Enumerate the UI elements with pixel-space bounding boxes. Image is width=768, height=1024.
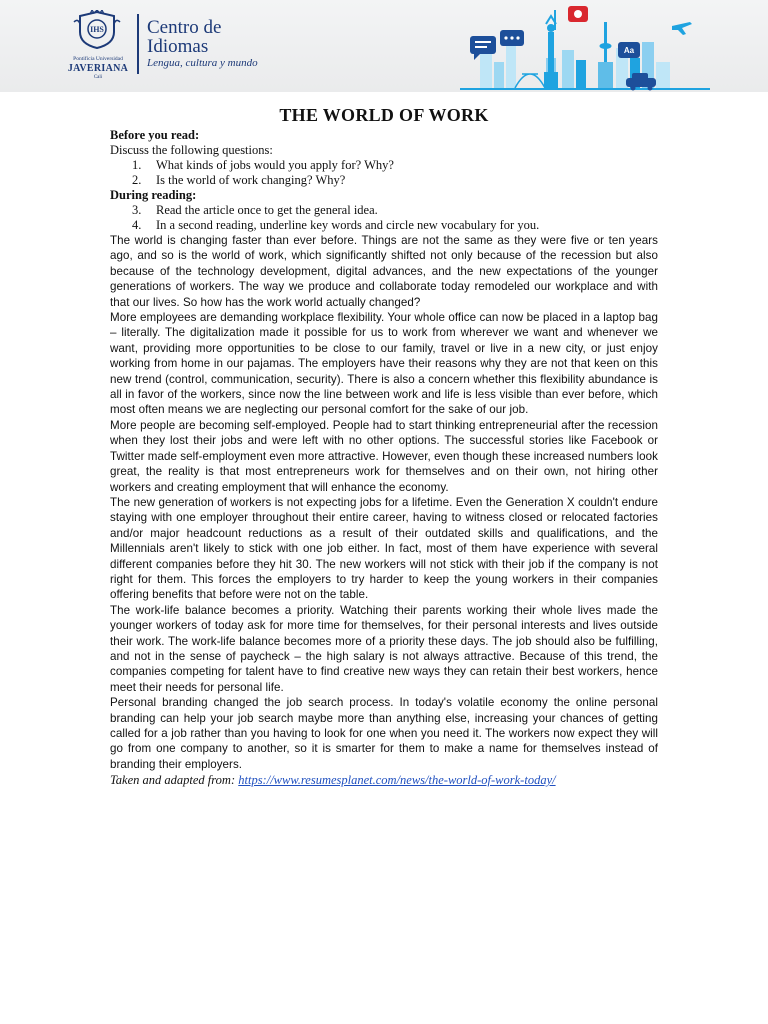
svg-text:Aa: Aa (623, 46, 635, 55)
list-item-text: Is the world of work changing? Why? (156, 173, 346, 187)
city-skyline-illustration (460, 2, 710, 92)
list-number: 1. (132, 158, 142, 172)
article-paragraph: More employees are demanding workplace flexibility. Your whole office can now be placed in a laptop bag – literally. The digitalization made it possible for us to work from wherever we want and whenever we want, providing more opportunities to be close to our family, travel or live in a new city, or just enjoy working from home in our pajamas. The employers have their reasons why they are not that keen on this new trend (control, communication, security). There is also a concern whether this flexibility abundance is all in favor of the workers, since now the line between work and life is less visible than ever before, which most often means we are neglecting our personal comfort for the sake of our job. (110, 311, 658, 417)
brand-name (147, 18, 221, 56)
source-citation (110, 772, 658, 788)
statue-of-liberty-icon (544, 10, 558, 88)
article-paragraph: Personal branding changed the job search process. In today's volatile economy the online personal branding can help your job search maybe more than anything else, increasing your chances of getting called for a job rather than you having to look for one when you need it. The workers now expect they will go from one company to another, so it is smarter for them to make a name for themselves instead of branding their employers. (110, 696, 658, 771)
before-reading-heading: Before you read: (110, 128, 200, 142)
logo-text-university: Pontificia Universidad (73, 56, 123, 62)
university-logo (62, 10, 134, 82)
list-item-text: Read the article once to get the general idea. (156, 203, 378, 217)
list-item-text: What kinds of jobs would you apply for? Why? (156, 158, 394, 172)
logo-text-name: JAVERIANA (67, 63, 129, 74)
page-header (0, 0, 768, 92)
during-reading-heading: During reading: (110, 188, 197, 202)
location-pin-icon (568, 6, 588, 22)
crest-icon (72, 10, 122, 50)
list-item (110, 158, 658, 173)
list-item (110, 173, 658, 188)
article-paragraph: The new generation of workers is not expecting jobs for a lifetime. Even the Generation X couldn't endure staying with one employer throughout their entire career, having to witness closed or relocated factories and/or major headcount reductions as a result of their outdated skills and qualifications, and the Millennials aren't likely to stick with one job either. In fact, most of them have experience with several different companies before they hit 30. The new workers will not stick with their job if the company is not right for them. This forces the employers to try harder to keep the young workers in their companies offering benefits that before were not on the table. (110, 495, 658, 602)
brand-tagline: Lengua, cultura y mundo (147, 57, 258, 69)
logo-text-city: Cali (93, 75, 103, 80)
svg-text:IHS: IHS (90, 25, 104, 34)
list-number: 2. (132, 173, 142, 187)
tower-icon (598, 22, 613, 88)
article-paragraph: The work-life balance becomes a priority. Watching their parents working their whole lives made the younger workers of today ask for more time for themselves, for their personal interests and lives outside their work. The work-life balance becomes more of a priority these days. The job should also be fulfilling, and not in the sense of paycheck – the high salary is not always attractive. Because of this trend, the companies competing for talent have to find creative new ways they can retain their best workers, hence meet their needs for personal life. (110, 603, 658, 694)
article-paragraph: The world is changing faster than ever before. Things are not the same as they were five or ten years ago, and so is the world of work, which significantly shifted not only because of the recession but also because of the technology development, digital advances, and the new expectations of the younger generations of workers. The way we produce and collaborate today remodeled our workplace and with that our lives. So how has the work world actually changed? (110, 234, 658, 309)
translate-bubble-icon (618, 42, 640, 58)
source-label: Taken and adapted from: (110, 773, 236, 788)
document-title: THE WORLD OF WORK (279, 105, 489, 125)
message-dots-icon (500, 30, 524, 46)
before-reading-list (110, 158, 658, 188)
brand-line-1: Centro de (147, 17, 222, 38)
during-reading-list (110, 203, 658, 233)
article-paragraph: More people are becoming self-employed. People had to start thinking entrepreneurial after the recession when they lost their jobs and were left with no other options. The successful stories like Facebook or Twitter made self-employment even more attractive. However, even though these increased numbers look great, the reality is that most entrepreneurs work for themselves and on their own, not hiring other workers and creating employment that will enhance the economy. (110, 418, 658, 494)
list-item (110, 218, 658, 233)
source-link[interactable]: https://www.resumesplanet.com/news/the-world-of-work-today/ (238, 773, 556, 788)
airplane-icon (672, 22, 692, 35)
list-item-text: In a second reading, underline key words and circle new vocabulary for you. (156, 218, 540, 232)
list-number: 3. (132, 203, 142, 217)
list-item (110, 203, 658, 218)
brand-line-2: Idiomas (147, 36, 209, 57)
before-reading-instruction: Discuss the following questions: (110, 143, 273, 157)
logo-divider (137, 14, 139, 74)
document-body (110, 104, 658, 788)
list-number: 4. (132, 218, 142, 232)
